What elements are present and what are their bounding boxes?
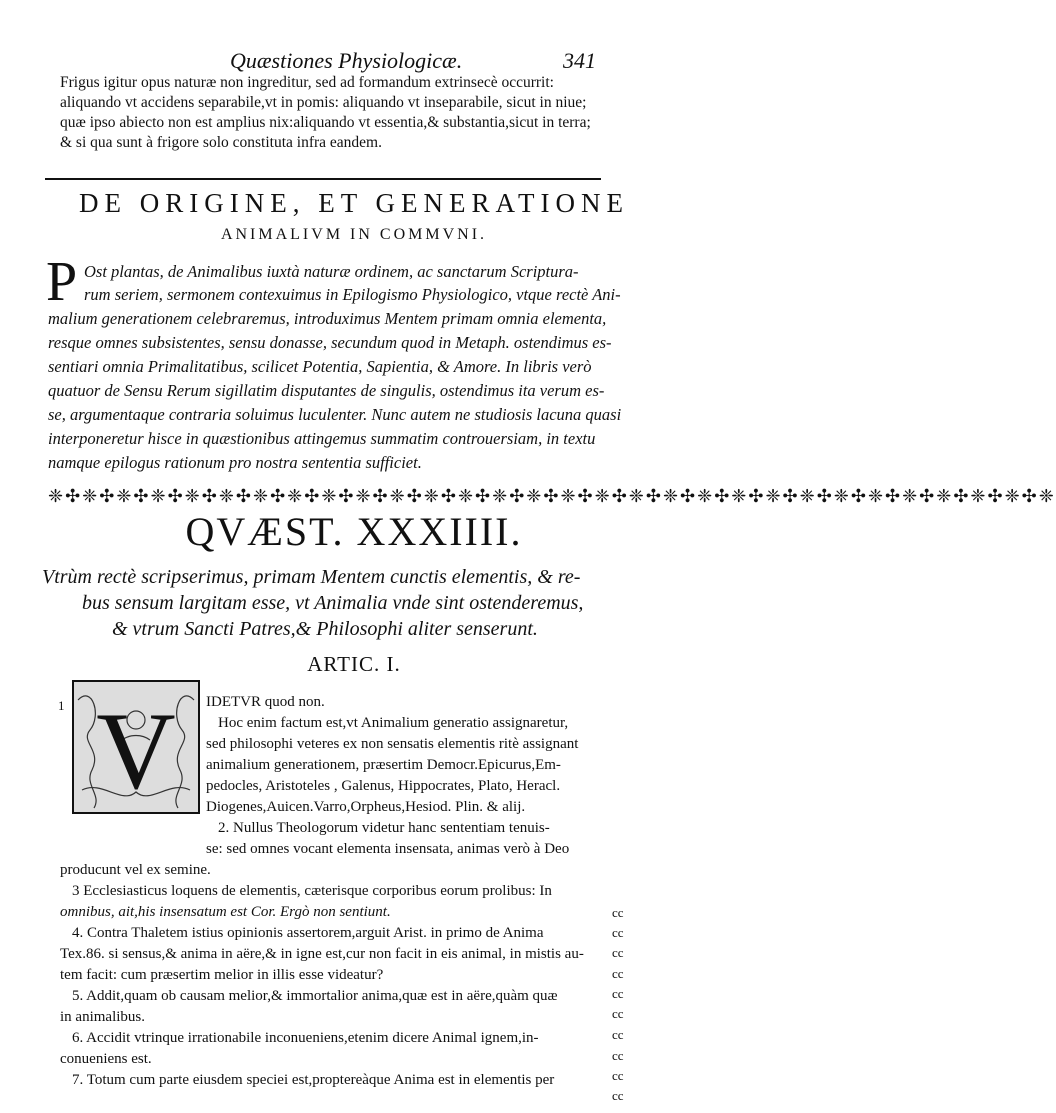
top-text-line: aliquando vt accidens separabile,vt in pomis: aliquando vt inseparabile, sicut in niue; bbox=[60, 94, 587, 111]
article-line: 4. Contra Thaletem istius opinionis assertorem,arguit Arist. in primo de Anima bbox=[72, 925, 544, 941]
article-line: Hoc enim factum est,vt Animalium generatio assignaretur, bbox=[218, 715, 569, 731]
intro-line: namque epilogus rationum pro nostra sententia sufficiet. bbox=[48, 453, 422, 472]
page-number: 341 bbox=[563, 48, 596, 73]
article-line: omnibus, ait,his insensatum est Cor. Ergò non sentiunt. bbox=[60, 904, 391, 920]
article-line: Diogenes,Auicen.Varro,Orpheus,Hesiod. Plin. & alij. bbox=[206, 799, 526, 815]
quaestio-heading: QVÆST. XXXIIII. bbox=[185, 509, 523, 554]
section-title: DE ORIGINE, ET GENERATIONE bbox=[79, 188, 629, 218]
article-line: in animalibus. bbox=[60, 1009, 145, 1025]
article-line: sed philosophi veteres ex non sensatis elementis ritè assignant bbox=[206, 736, 579, 752]
intro-line: Ost plantas, de Animalibus iuxtà naturæ ordinem, ac sanctarum Scriptura- bbox=[84, 262, 579, 281]
question-line: bus sensum largitam esse, vt Animalia vnde sint ostenderemus, bbox=[82, 592, 584, 614]
woodcut-letter: V bbox=[96, 690, 176, 812]
top-text-line: quæ ipso abiecto non est amplius nix:aliquando vt essentia,& substantia,sicut in terra; bbox=[60, 114, 591, 131]
question-line: Vtrùm rectè scripserimus, primam Mentem cunctis elementis, & re- bbox=[42, 566, 581, 588]
intro-line: quatuor de Sensu Rerum sigillatim disputantes de singulis, ostendimus ita verum es- bbox=[48, 381, 605, 400]
article-line: se: sed omnes vocant elementa insensata, animas verò à Deo bbox=[206, 841, 570, 857]
article-line: tem facit: cum præsertim melior in illis esse videatur? bbox=[60, 967, 384, 983]
article-line: 6. Accidit vtrinque irrationabile inconueniens,etenim dicere Animal ignem,in- bbox=[72, 1030, 539, 1046]
marginal-quote-mark: cc bbox=[612, 925, 624, 940]
article-line: 7. Totum cum parte eiusdem speciei est,proptereàque Anima est in elementis per bbox=[72, 1072, 555, 1088]
intro-dropcap: P bbox=[46, 251, 78, 313]
marginal-quote-mark: cc bbox=[612, 966, 624, 981]
marginal-quote-mark: cc bbox=[612, 1048, 624, 1063]
article-heading: ARTIC. I. bbox=[307, 652, 401, 676]
article-line: 3 Ecclesiasticus loquens de elementis, cæterisque corporibus eorum prolibus: In bbox=[72, 883, 552, 899]
intro-line: rum seriem, sermonem contexuimus in Epilogismo Physiologico, vtque rectè Ani- bbox=[84, 285, 621, 304]
article-line: 2. Nullus Theologorum videtur hanc sententiam tenuis- bbox=[218, 820, 550, 836]
running-head: Quæstiones Physiologicæ. bbox=[230, 48, 463, 73]
article-line: producunt vel ex semine. bbox=[60, 862, 211, 878]
woodcut-initial bbox=[72, 680, 200, 814]
article-line: 5. Addit,quam ob causam melior,& immortalior anima,quæ est in aëre,quàm quæ bbox=[72, 988, 558, 1004]
marginal-quote-mark: cc bbox=[612, 1088, 624, 1103]
section-subtitle: ANIMALIVM IN COMMVNI. bbox=[220, 226, 488, 243]
top-text-line: & si qua sunt à frigore solo constituta infra eandem. bbox=[60, 134, 382, 151]
marginal-quote-mark: cc bbox=[612, 945, 624, 960]
article-line: conueniens est. bbox=[60, 1051, 152, 1067]
section-rule bbox=[45, 178, 601, 180]
intro-line: resque omnes subsistentes, sensu donasse, secundum quod in Metaph. ostendimus es- bbox=[48, 333, 612, 352]
marginal-quote-mark: cc bbox=[612, 986, 624, 1001]
marginal-quote-mark: cc bbox=[612, 1027, 624, 1042]
top-text-line: Frigus igitur opus naturæ non ingreditur, sed ad formandum extrinsecè occurrit: bbox=[60, 74, 554, 91]
marginal-quote-mark: cc bbox=[612, 1006, 624, 1021]
marginal-quote-mark: cc bbox=[612, 1068, 624, 1083]
intro-line: sentiari omnia Primalitatibus, scilicet Potentia, Sapientia, & Amore. In libris verò bbox=[48, 357, 592, 376]
intro-line: malium generationem celebraremus, introduximus Mentem primam omnia elementa, bbox=[48, 309, 607, 328]
question-line: & vtrum Sancti Patres,& Philosophi aliter senserunt. bbox=[112, 618, 538, 640]
intro-line: se, argumentaque contraria soluimus luculenter. Nunc autem ne studiosis lacuna quasi bbox=[48, 405, 622, 424]
article-line: Tex.86. si sensus,& anima in aëre,& in igne est,cur non facit in eis animal, in mistis au- bbox=[60, 946, 584, 962]
marginal-quote-mark: cc bbox=[612, 905, 624, 920]
intro-line: interponeretur hisce in quæstionibus attingemus summatim controuersiam, in textu bbox=[48, 429, 596, 448]
article-line: IDETVR quod non. bbox=[206, 694, 325, 710]
article-line: pedocles, Aristoteles , Galenus, Hippocrates, Plato, Heracl. bbox=[206, 778, 561, 794]
marginal-number: 1 bbox=[58, 698, 65, 713]
article-line: animalium generationem, præsertim Democr.Epicurus,Em- bbox=[206, 757, 561, 773]
ornament-band: ❈✣❈✣❈✣❈✣❈✣❈✣❈✣❈✣❈✣❈✣❈✣❈✣❈✣❈✣❈✣❈✣❈✣❈✣❈✣❈✣❈✣❈✣❈✣❈✣❈✣❈✣❈✣❈✣❈✣❈ bbox=[48, 486, 1056, 506]
